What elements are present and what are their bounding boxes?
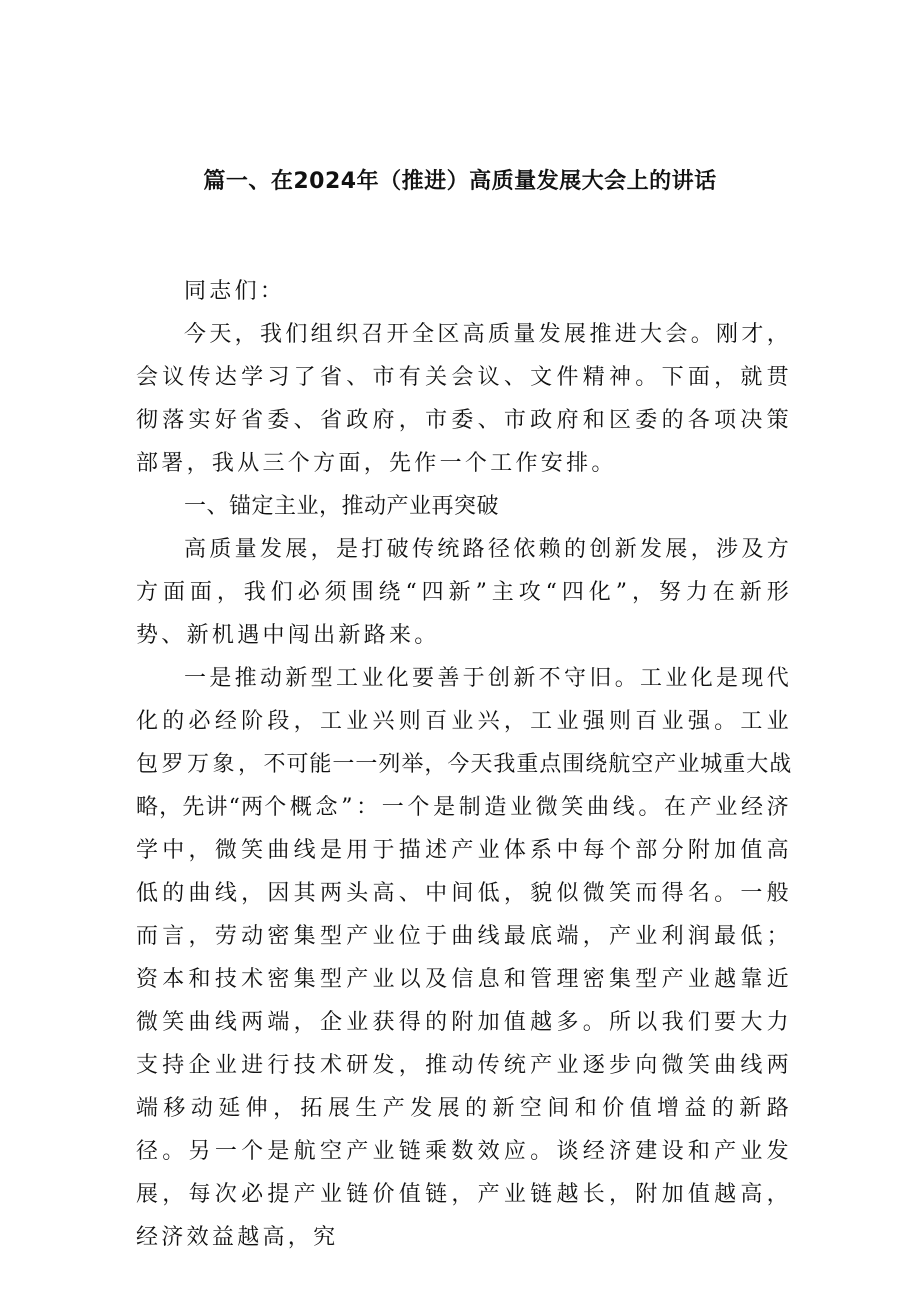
paragraph-industrialization <box>136 657 792 1259</box>
document-body <box>136 270 792 1259</box>
paragraph-high-quality-development: 高质量发展，是打破传统路径依赖的创新发展，涉及方方面面，我们必须围绕“四新”主攻“四化”，努力在新形势、新机遇中闯出新路来。 <box>136 537 792 648</box>
paragraph-opening: 今天，我们组织召开全区高质量发展推进大会。刚才，会议传达学习了省、市有关会议、文件精神。下面，就贯彻落实好省委、省政府，市委、市政府和区委的各项决策部署，我从三个方面，先作一个工作安排。 <box>136 322 792 476</box>
paragraph-industrialization-part-1: 一是推动新型工业化要善于创新不守旧。工业化是现代化的必经阶段，工业兴则百业兴，工业强则百业强。工业包罗万象， <box>136 666 792 777</box>
paragraph-industrialization-part-2: 不可能一一列举，今天我重点围绕航空产业城重大战略，先讲“两 <box>136 752 792 820</box>
paragraph-industrialization-part-3: 个概念”：一个是制造业微笑曲线。在产业经济学中，微笑曲线是用于描述产业体系中每个部分附加值高低的曲线，因其两头高、中间低，貌似微笑而得名。一般而言，劳动密集型产业位于曲线最底端，产业利润最低；资本和技术密集型产业以及信息和管理密集型产业越靠近微笑曲线两端，企业获得的附加值越多。所以我们要大力支持企业进行技术研发，推动传统产业逐步向微笑曲线两端移动延伸，拓展生产发展的新空间和价值增益的新路径。另一个是航空产业链乘数效应。谈经济建设和产业发展，每次必提产业链价值链，产业链越长，附加值越高，经济效益越高，究 <box>136 795 792 1250</box>
document-title: 篇一、在2024年（推进）高质量发展大会上的讲话 <box>203 169 717 194</box>
section-heading-1: 一、锚定主业，推动产业再突破 <box>184 494 500 519</box>
salutation: 同志们： <box>184 279 286 304</box>
